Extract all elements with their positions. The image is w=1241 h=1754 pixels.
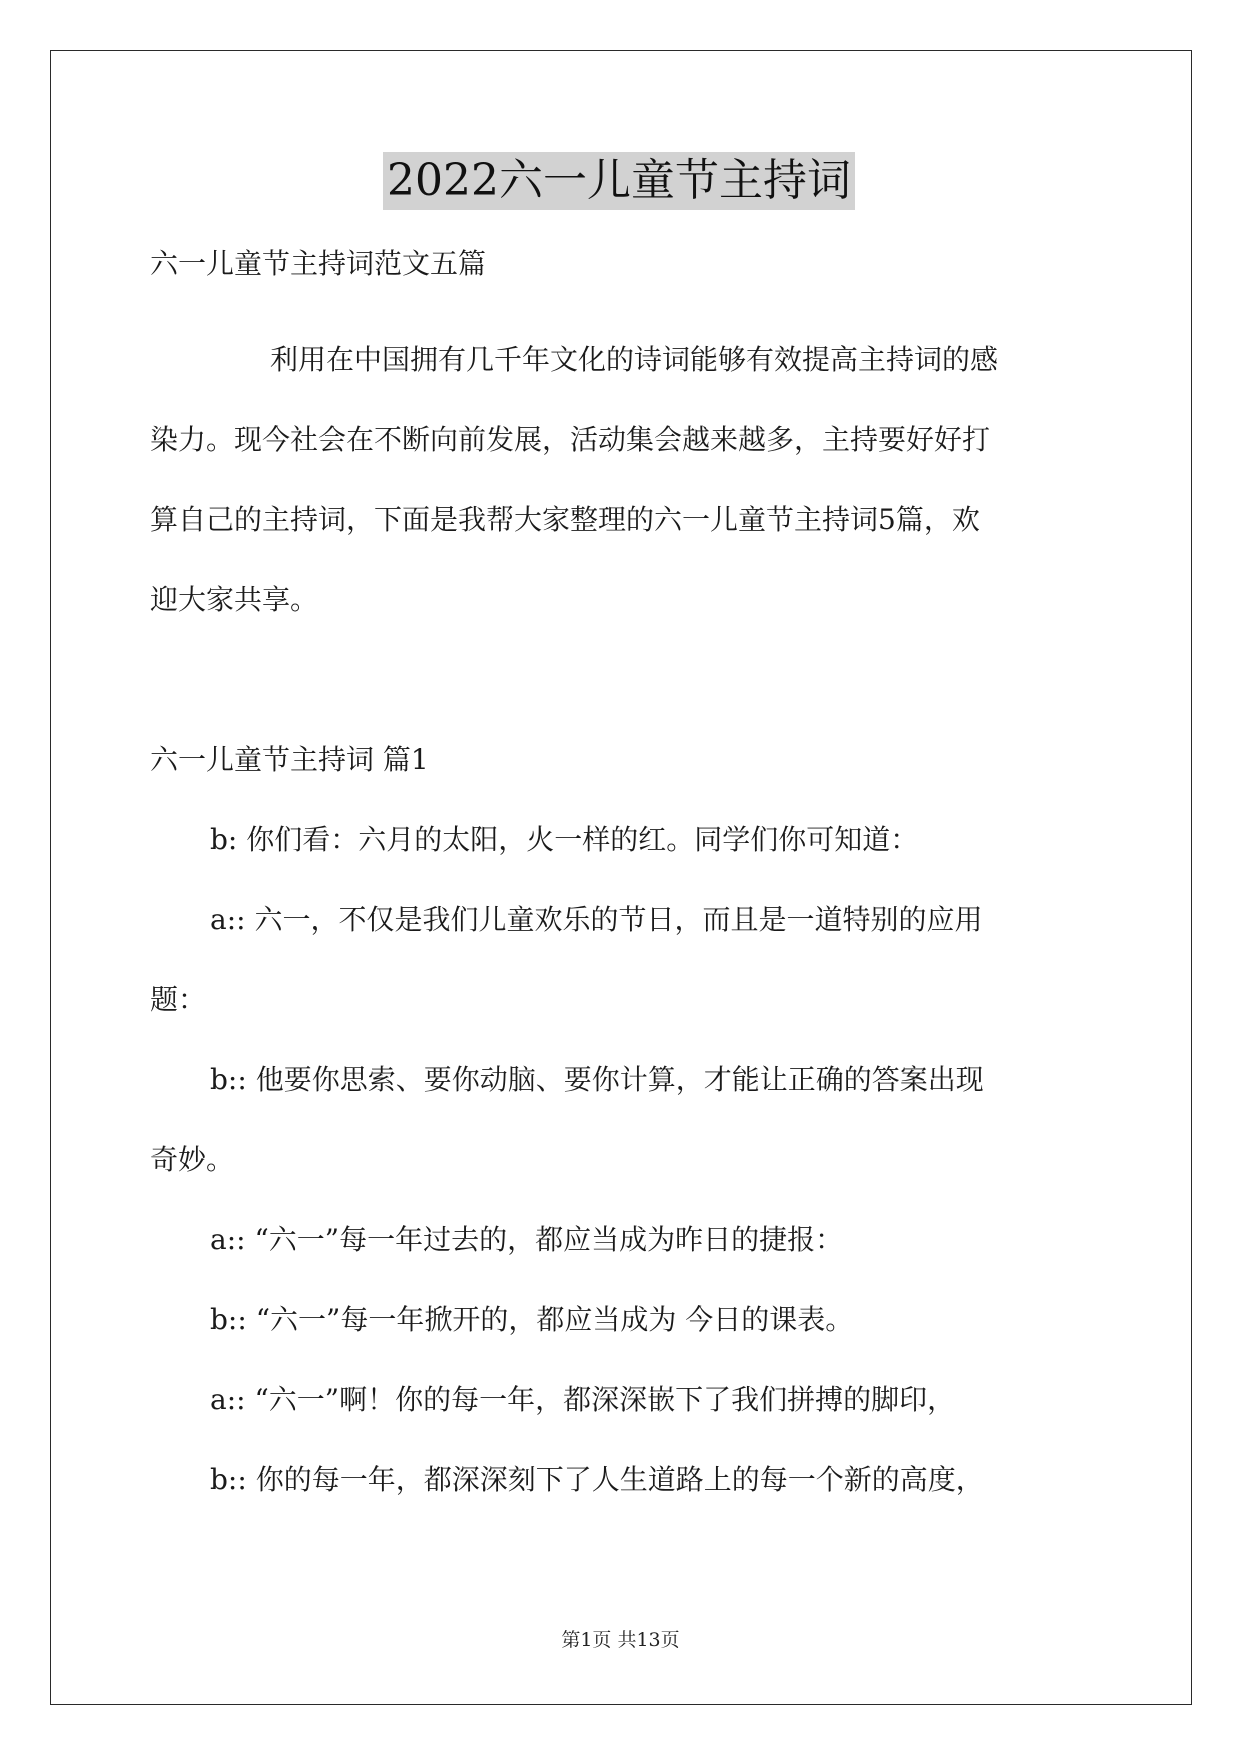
dialogue-line: a:: “六一”啊！你的每一年，都深深嵌下了我们拼搏的脚印，	[210, 1383, 956, 1416]
document-subtitle: 六一儿童节主持词范文五篇	[150, 247, 487, 280]
intro-line: 利用在中国拥有几千年文化的诗词能够有效提高主持词的感	[270, 343, 999, 376]
dialogue-line: 题：	[150, 983, 207, 1016]
dialogue-line: a:: “六一”每一年过去的，都应当成为昨日的捷报：	[210, 1223, 844, 1256]
dialogue-line: b:: 他要你思索、要你动脑、要你计算，才能让正确的答案出现	[210, 1063, 984, 1096]
intro-line: 迎大家共享。	[150, 583, 319, 616]
document-title: 2022六一儿童节主持词	[383, 152, 855, 210]
page-footer: 第1页 共13页	[561, 1629, 680, 1651]
dialogue-line: b:: 你的每一年，都深深刻下了人生道路上的每一个新的高度，	[210, 1463, 984, 1496]
dialogue-line: b:: “六一”每一年掀开的，都应当成为 今日的课表。	[210, 1303, 854, 1336]
page-border	[50, 50, 1192, 1705]
dialogue-line: b: 你们看：六月的太阳，火一样的红。同学们你可知道：	[210, 823, 919, 856]
section-heading: 六一儿童节主持词 篇1	[150, 743, 429, 776]
dialogue-line: 奇妙。	[150, 1143, 235, 1176]
intro-line: 染力。现今社会在不断向前发展，活动集会越来越多，主持要好好打	[150, 423, 991, 456]
intro-line: 算自己的主持词，下面是我帮大家整理的六一儿童节主持词5篇，欢	[150, 503, 980, 536]
dialogue-line: a:: 六一，不仅是我们儿童欢乐的节日，而且是一道特别的应用	[210, 903, 983, 936]
